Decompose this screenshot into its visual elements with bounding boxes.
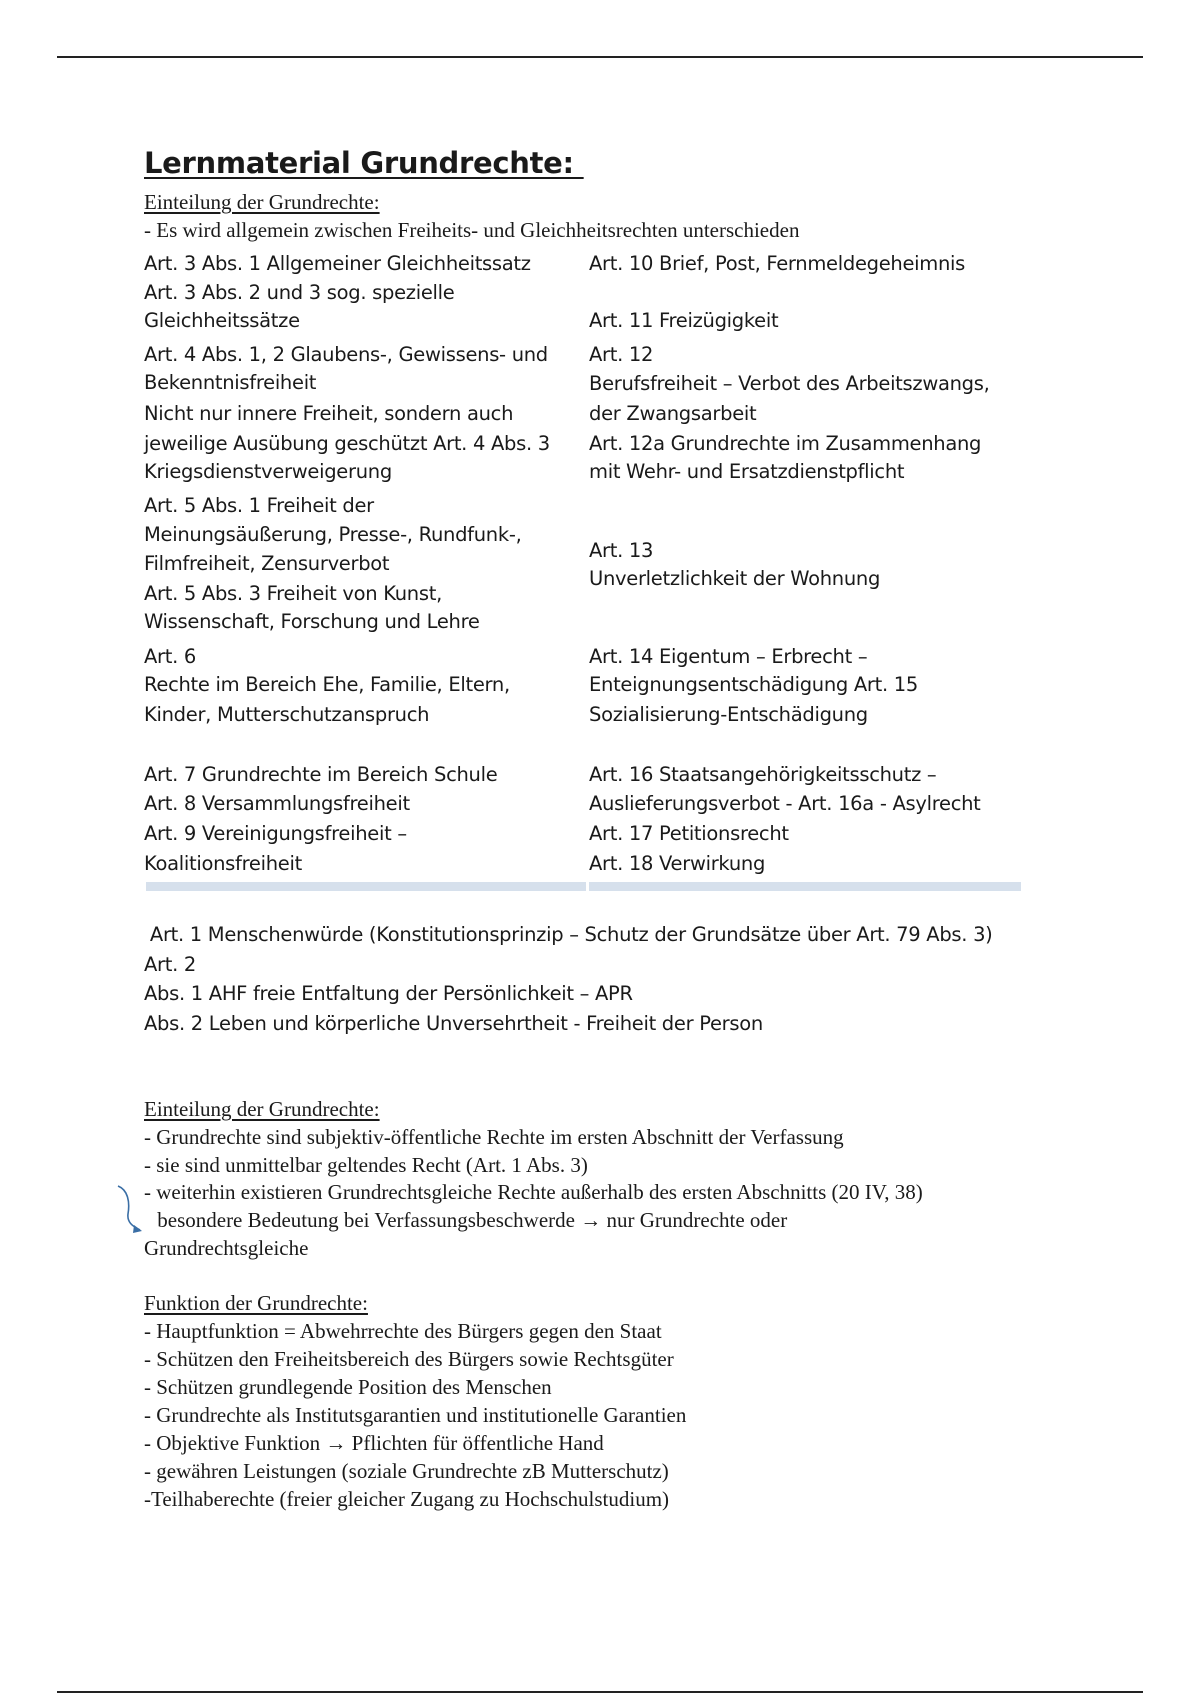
table-cell-line: jeweilige Ausübung geschützt Art. 4 Abs. 3 [144, 432, 550, 455]
table-cell-line: Art. 18 Verwirkung [589, 852, 766, 875]
table-cell-line: Art. 11 Freizügigkeit [589, 309, 779, 332]
list-item: - gewähren Leistungen (soziale Grundrechte zB Mutterschutz) [144, 1459, 669, 1483]
table-cell-line: Art. 14 Eigentum – Erbrecht – [589, 645, 868, 668]
table-cell-line: Art. 6 [144, 645, 197, 668]
list-item: - weiterhin existieren Grundrechtsgleiche Rechte außerhalb des ersten Abschnitts (20 IV, 38) [144, 1180, 923, 1204]
table-cell-line: Bekenntnisfreiheit [144, 371, 317, 394]
table-cell-line: Sozialisierung-Entschädigung [589, 703, 868, 726]
table-cell-line: Art. 3 Abs. 2 und 3 sog. spezielle [144, 281, 455, 304]
table-cell-line: Art. 17 Petitionsrecht [589, 822, 789, 845]
table-cell-line: Koalitionsfreiheit [144, 852, 302, 875]
list-item: Grundrechtsgleiche [144, 1236, 309, 1260]
table-cell-line: Kriegsdienstverweigerung [144, 460, 392, 483]
article-line: Art. 1 Menschenwürde (Konstitutionsprinzip – Schutz der Grundsätze über Art. 79 Abs. 3) [144, 923, 993, 946]
table-cell-line: Art. 4 Abs. 1, 2 Glaubens-, Gewissens- und [144, 343, 548, 366]
table-cell-line: Nicht nur innere Freiheit, sondern auch [144, 402, 514, 425]
table-cell-line: Berufsfreiheit – Verbot des Arbeitszwangs, [589, 372, 990, 395]
table-cell-line: Meinungsäußerung, Presse-, Rundfunk-, [144, 523, 522, 546]
list-item: - Hauptfunktion = Abwehrrechte des Bürgers gegen den Staat [144, 1319, 662, 1343]
table-cell-line: Enteignungsentschädigung Art. 15 [589, 673, 919, 696]
table-cell-line: der Zwangsarbeit [589, 402, 757, 425]
section-heading-einteilung-2: Einteilung der Grundrechte: [144, 1097, 380, 1121]
page-title: Lernmaterial Grundrechte: [144, 146, 584, 180]
table-cell-line: Art. 12 [589, 343, 654, 366]
list-item: - sie sind unmittelbar geltendes Recht (Art. 1 Abs. 3) [144, 1153, 588, 1177]
table-cell-line: Art. 7 Grundrechte im Bereich Schule [144, 763, 498, 786]
table-cell-line: Art. 10 Brief, Post, Fernmeldegeheimnis [589, 252, 966, 275]
table-cell-line: Art. 5 Abs. 3 Freiheit von Kunst, [144, 582, 442, 605]
section-heading-einteilung: Einteilung der Grundrechte: [144, 190, 380, 214]
list-item: besondere Bedeutung bei Verfassungsbeschwerde → nur Grundrechte oder [152, 1208, 788, 1232]
table-cell-line: Art. 9 Vereinigungsfreiheit – [144, 822, 407, 845]
section-heading-funktion: Funktion der Grundrechte: [144, 1291, 368, 1315]
article-line: Abs. 1 AHF freie Entfaltung der Persönlichkeit – APR [144, 982, 633, 1005]
header-rule [57, 56, 1143, 58]
table-cell-line: Auslieferungsverbot - Art. 16a - Asylrecht [589, 792, 981, 815]
article-line: Art. 2 [144, 953, 197, 976]
article-line: Abs. 2 Leben und körperliche Unversehrtheit - Freiheit der Person [144, 1012, 763, 1035]
section-intro: - Es wird allgemein zwischen Freiheits- und Gleichheitsrechten unterschieden [144, 218, 800, 242]
table-cell-line: Art. 3 Abs. 1 Allgemeiner Gleichheitssatz [144, 252, 531, 275]
table-cell-line: Unverletzlichkeit der Wohnung [589, 567, 881, 590]
table-bottom-shading-left [146, 882, 586, 891]
list-item: - Schützen den Freiheitsbereich des Bürgers sowie Rechtsgüter [144, 1347, 674, 1371]
table-cell-line: Wissenschaft, Forschung und Lehre [144, 610, 480, 633]
list-item: - Schützen grundlegende Position des Menschen [144, 1375, 552, 1399]
table-cell-line: mit Wehr- und Ersatzdienstpflicht [589, 460, 905, 483]
table-cell-line: Filmfreiheit, Zensurverbot [144, 552, 390, 575]
list-item: - Grundrechte sind subjektiv-öffentliche Rechte im ersten Abschnitt der Verfassung [144, 1125, 844, 1149]
table-cell-line: Art. 12a Grundrechte im Zusammenhang [589, 432, 982, 455]
table-cell-line: Art. 13 [589, 539, 654, 562]
list-item: - Grundrechte als Institutsgarantien und institutionelle Garantien [144, 1403, 687, 1427]
table-cell-line: Art. 8 Versammlungsfreiheit [144, 792, 410, 815]
table-bottom-shading-right [589, 882, 1021, 891]
footer-rule [57, 1691, 1143, 1693]
table-cell-line: Art. 16 Staatsangehörigkeitsschutz – [589, 763, 937, 786]
list-item: - Objektive Funktion → Pflichten für öffentliche Hand [144, 1431, 604, 1455]
table-cell-line: Kinder, Mutterschutzanspruch [144, 703, 430, 726]
table-cell-line: Art. 5 Abs. 1 Freiheit der [144, 494, 374, 517]
table-cell-line: Gleichheitssätze [144, 309, 300, 332]
list-item: -Teilhaberechte (freier gleicher Zugang zu Hochschulstudium) [144, 1487, 670, 1511]
curved-arrow-icon [112, 1184, 152, 1236]
table-cell-line: Rechte im Bereich Ehe, Familie, Eltern, [144, 673, 510, 696]
